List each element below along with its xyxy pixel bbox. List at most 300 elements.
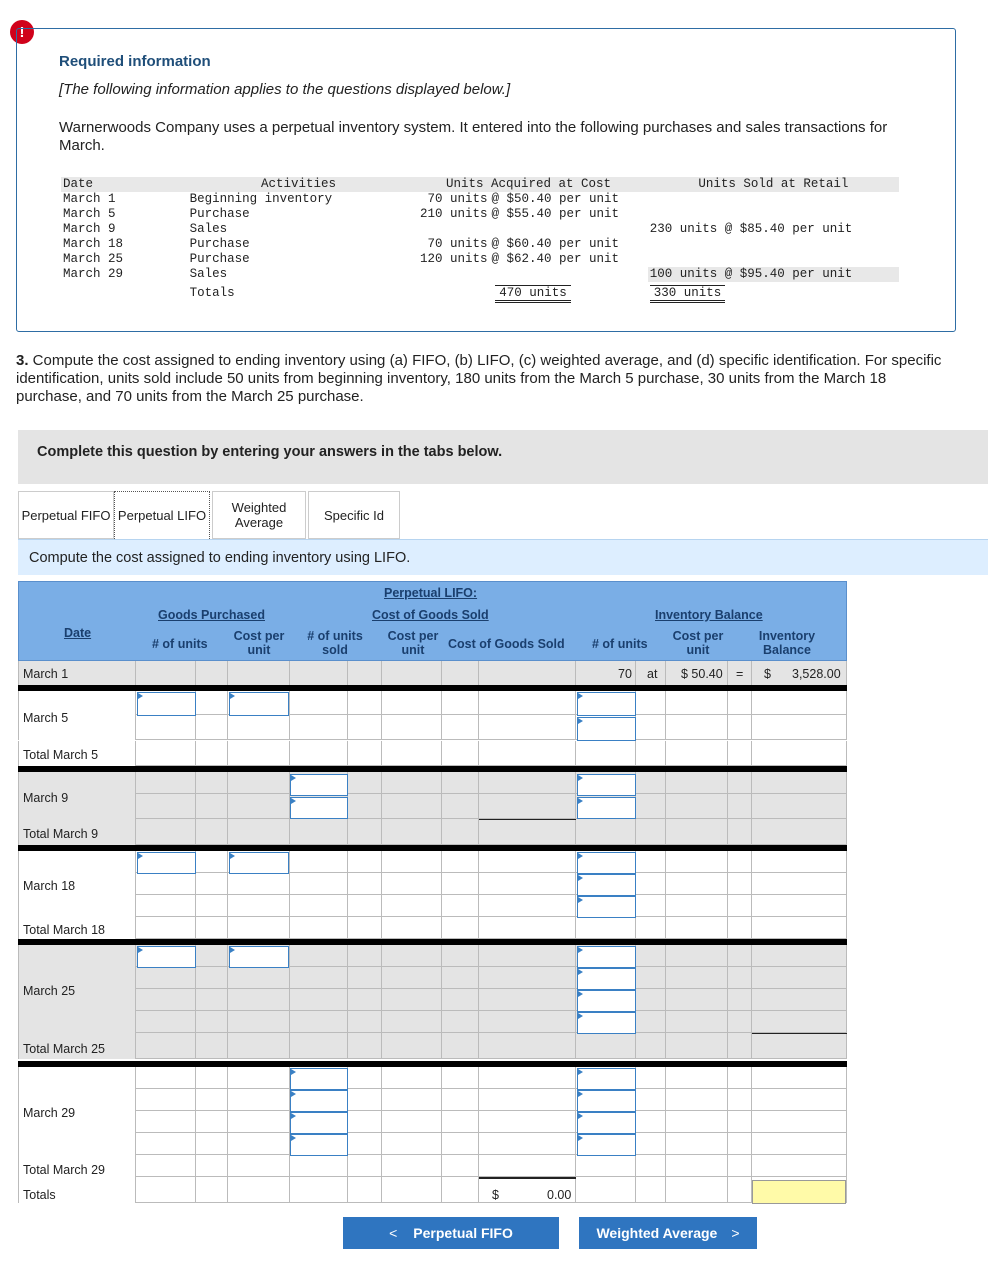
tx-row: March 1 Beginning inventory 70 units @ $50.40 per unit (63, 192, 619, 206)
row-separator (18, 1061, 847, 1067)
prev-tab-button[interactable]: < Perpetual FIFO (343, 1217, 559, 1249)
grid-cell (382, 945, 442, 967)
row-label-total29: Total March 29 (23, 1163, 105, 1177)
answer-input[interactable] (229, 852, 289, 874)
grid-cell (442, 1033, 479, 1059)
grid-cell (576, 819, 636, 845)
grid-cell (442, 873, 479, 895)
row-separator (18, 845, 847, 851)
march1-balance: 3,528.00 (792, 667, 841, 681)
grid-cell (728, 1033, 752, 1059)
grid-cell (479, 794, 576, 819)
march1-dollar: $ (764, 667, 771, 681)
grid-cell (728, 691, 752, 715)
answer-input[interactable] (577, 946, 636, 968)
ib-balance-header: Inventory Balance (758, 629, 816, 657)
answer-input[interactable] (577, 874, 636, 896)
required-subtitle: [The following information applies to the questions displayed below.] (59, 81, 511, 98)
grid-cell (348, 661, 382, 686)
grid-cell (752, 1111, 847, 1133)
grid-cell (666, 1011, 728, 1033)
answer-input[interactable] (577, 1090, 636, 1112)
grid-cell (290, 851, 348, 873)
grid-cell (636, 1111, 666, 1133)
grid-title: Perpetual LIFO: (384, 586, 478, 600)
answer-input[interactable] (577, 774, 636, 796)
grid-cell (228, 895, 290, 917)
grid-cell (136, 661, 196, 686)
grid-cell (196, 1033, 228, 1059)
grid-cell (382, 691, 442, 715)
grid-cell (442, 771, 479, 794)
tx-row: March 9 Sales 230 units @ $85.40 per unit (63, 222, 853, 236)
grid-cell (290, 715, 348, 740)
grid-cell (382, 819, 442, 845)
grid-cell (348, 715, 382, 740)
grid-cell (666, 945, 728, 967)
grid-cell (752, 794, 847, 819)
grid-cell (348, 851, 382, 873)
grid-cell (136, 741, 196, 766)
grid-cell (382, 794, 442, 819)
tx-header-activities: Activities (188, 177, 410, 192)
answer-tabs (18, 491, 400, 539)
grid-cell (382, 771, 442, 794)
answer-input[interactable] (290, 1068, 348, 1090)
tx-row: March 25 Purchase 120 units @ $62.40 per unit (63, 252, 619, 266)
grid-cell (666, 1111, 728, 1133)
grid-cell (728, 1011, 752, 1033)
grid-cell (728, 1177, 752, 1203)
row-label-march5: March 5 (23, 711, 69, 725)
grid-cell (136, 1155, 196, 1177)
grid-cell (666, 873, 728, 895)
grid-cell (290, 917, 348, 939)
grid-cell (752, 1033, 847, 1059)
grid-cell (442, 989, 479, 1011)
grid-cell (382, 1155, 442, 1177)
grid-cell (752, 819, 847, 845)
grid-cell (636, 691, 666, 715)
answer-input[interactable] (137, 852, 196, 874)
ending-inventory-total-input[interactable] (752, 1180, 846, 1204)
grid-cell (228, 967, 290, 989)
grid-cell (479, 661, 576, 686)
grid-cell (442, 851, 479, 873)
grid-cell (136, 1033, 196, 1059)
grid-cell (196, 715, 228, 740)
transactions-table (61, 177, 899, 304)
grid-cell (666, 771, 728, 794)
grid-cell (752, 691, 847, 715)
grid-cell (752, 1089, 847, 1111)
grid-cell (18, 1011, 136, 1033)
grid-cell (479, 715, 576, 740)
grid-cell (636, 1177, 666, 1203)
grid-cell (442, 1177, 479, 1203)
grid-cell (442, 819, 479, 845)
grid-cell (442, 741, 479, 766)
grid-cell (752, 873, 847, 895)
grid-cell (290, 895, 348, 917)
alert-icon: ! (10, 20, 34, 44)
grid-cell (18, 895, 136, 917)
grid-cell (728, 917, 752, 939)
row-label-march9: March 9 (23, 791, 69, 805)
grid-cell (196, 661, 228, 686)
grid-cell (728, 895, 752, 917)
grid-cell (479, 895, 576, 917)
grid-cell (136, 1133, 196, 1155)
grid-cell (136, 819, 196, 845)
answer-input[interactable] (577, 797, 636, 819)
grid-cell (479, 1133, 576, 1155)
grid-cell (348, 819, 382, 845)
cost-of-goods-sold-header: Cost of Goods Sold (372, 608, 489, 622)
grid-cell (728, 771, 752, 794)
grid-cell (228, 819, 290, 845)
grid-cell (196, 1089, 228, 1111)
ib-cost-header: Cost per unit (672, 629, 724, 657)
grid-cell (228, 989, 290, 1011)
answer-input[interactable] (137, 946, 196, 968)
cgs-total-header: Cost of Goods Sold (448, 637, 565, 651)
totals-dollar: $ (492, 1188, 499, 1202)
grid-cell (752, 917, 847, 939)
grid-cell (290, 1033, 348, 1059)
answer-input[interactable] (577, 990, 636, 1012)
row-label-totals: Totals (23, 1188, 56, 1202)
march1-units: 70 (618, 667, 632, 681)
grid-cell (348, 1177, 382, 1203)
tx-row: March 5 Purchase 210 units @ $55.40 per unit (63, 207, 619, 221)
grid-cell (348, 873, 382, 895)
grid-cell (479, 945, 576, 967)
grid-cell (228, 741, 290, 766)
grid-cell (348, 1089, 382, 1111)
grid-cell (196, 1111, 228, 1133)
date-header: Date (64, 626, 92, 640)
answer-input[interactable] (577, 1068, 636, 1090)
tab-specific-id[interactable]: Specific Id (308, 491, 400, 539)
grid-cell (442, 691, 479, 715)
required-text: Warnerwoods Company uses a perpetual inventory system. It entered into the following purchases and sales transactions for March. (59, 119, 888, 154)
answer-input[interactable] (577, 1112, 636, 1134)
grid-cell (348, 1111, 382, 1133)
grid-cell (290, 741, 348, 766)
grid-cell (666, 989, 728, 1011)
grid-cell (136, 1011, 196, 1033)
grid-cell (576, 1033, 636, 1059)
grid-cell (348, 989, 382, 1011)
grid-cell (18, 945, 136, 967)
grid-cell (666, 967, 728, 989)
grid-cell (228, 873, 290, 895)
grid-cell (728, 1067, 752, 1089)
grid-cell (636, 945, 666, 967)
grid-cell (136, 794, 196, 819)
total9-cgs-rule (479, 819, 576, 820)
grid-cell (228, 1011, 290, 1033)
next-tab-button[interactable]: Weighted Average > (579, 1217, 757, 1249)
grid-cell (636, 1133, 666, 1155)
grid-cell (228, 1089, 290, 1111)
grid-cell (136, 771, 196, 794)
grid-cell (666, 1089, 728, 1111)
lifo-grid (18, 581, 847, 1207)
answer-input[interactable] (290, 797, 348, 819)
grid-cell (196, 1155, 228, 1177)
grid-cell (666, 819, 728, 845)
grid-cell (666, 895, 728, 917)
grid-cell (196, 691, 228, 715)
grid-cell (576, 1155, 636, 1177)
grid-cell (752, 715, 847, 740)
grid-cell (636, 819, 666, 845)
answer-input[interactable] (229, 692, 289, 716)
grid-cell (442, 794, 479, 819)
inventory-balance-header: Inventory Balance (655, 608, 763, 622)
grid-cell (196, 1011, 228, 1033)
grid-cell (442, 945, 479, 967)
tx-header-date: Date (61, 177, 188, 192)
grid-cell (382, 1177, 442, 1203)
grid-cell (576, 741, 636, 766)
answer-input[interactable] (577, 717, 636, 741)
grid-cell (479, 741, 576, 766)
grid-cell (442, 715, 479, 740)
grid-cell (666, 691, 728, 715)
grid-cell (18, 1133, 136, 1155)
grid-cell (728, 1089, 752, 1111)
grid-cell (382, 1133, 442, 1155)
grid-cell (636, 794, 666, 819)
grid-cell (636, 873, 666, 895)
row-label-march18: March 18 (23, 879, 76, 893)
row-label-march29: March 29 (23, 1106, 76, 1120)
grid-cell (752, 851, 847, 873)
grid-cell (228, 1177, 290, 1203)
grid-cell (136, 1111, 196, 1133)
grid-cell (728, 794, 752, 819)
grid-cell (136, 873, 196, 895)
grid-cell (752, 895, 847, 917)
grid-cell (666, 851, 728, 873)
tab-perpetual-fifo[interactable]: Perpetual FIFO (18, 491, 114, 539)
grid-cell (196, 1067, 228, 1089)
grid-cell (228, 1111, 290, 1133)
grid-cell (636, 917, 666, 939)
grid-cell (666, 1067, 728, 1089)
grid-cell (442, 1067, 479, 1089)
answer-input[interactable] (290, 1112, 348, 1134)
grid-cell (382, 1011, 442, 1033)
grid-cell (382, 1089, 442, 1111)
grid-cell (348, 741, 382, 766)
grid-cell (666, 715, 728, 740)
grid-cell (382, 917, 442, 939)
question-text: 3. Compute the cost assigned to ending inventory using (a) FIFO, (b) LIFO, (c) weighted average, and (d) specific identification. For specific identification, units sold include 50 units from beginning inventory, 180 units from the March 5 purchase, 30 units from the March 18 purchase, and 70 units from the March 25 purchase. (16, 352, 942, 405)
grid-cell (666, 917, 728, 939)
answer-input[interactable] (577, 896, 636, 918)
complete-prompt: Complete this question by entering your answers in the tabs below. (37, 444, 503, 460)
grid-cell (196, 819, 228, 845)
answer-input[interactable] (577, 968, 636, 990)
grid-cell (382, 1033, 442, 1059)
grid-cell (728, 1133, 752, 1155)
grid-cell (752, 1133, 847, 1155)
grid-cell (442, 661, 479, 686)
grid-cell (752, 967, 847, 989)
goods-purchased-header: Goods Purchased (158, 608, 265, 622)
grid-cell (196, 989, 228, 1011)
grid-cell (136, 917, 196, 939)
answer-input[interactable] (229, 946, 289, 968)
grid-cell (196, 851, 228, 873)
grid-cell (290, 661, 348, 686)
grid-cell (442, 917, 479, 939)
grid-cell (290, 945, 348, 967)
grid-cell (728, 1155, 752, 1177)
grid-cell (196, 945, 228, 967)
row-separator (18, 685, 847, 691)
grid-cell (382, 661, 442, 686)
grid-cell (479, 917, 576, 939)
grid-cell (728, 1111, 752, 1133)
answer-input[interactable] (577, 692, 636, 716)
row-label-total25: Total March 25 (23, 1042, 105, 1056)
answer-input[interactable] (290, 1090, 348, 1112)
grid-cell (290, 1155, 348, 1177)
grid-cell (479, 819, 576, 845)
grid-cell (348, 691, 382, 715)
grid-cell (636, 1011, 666, 1033)
grid-cell (666, 794, 728, 819)
grid-cell (228, 715, 290, 740)
grid-cell (752, 945, 847, 967)
grid-cell (636, 715, 666, 740)
grid-cell (348, 917, 382, 939)
march1-cost: $ 50.40 (681, 667, 723, 681)
grid-cell (196, 794, 228, 819)
grid-cell (196, 771, 228, 794)
grid-cell (479, 1155, 576, 1177)
grid-cell (636, 1033, 666, 1059)
grid-cell (636, 989, 666, 1011)
march1-at: at (647, 667, 658, 681)
grid-cell (728, 873, 752, 895)
grid-cell (348, 1011, 382, 1033)
grid-cell (228, 917, 290, 939)
grid-cell (228, 794, 290, 819)
grid-cell (442, 1111, 479, 1133)
grid-cell (636, 1067, 666, 1089)
grid-cell (382, 989, 442, 1011)
grid-cell (136, 989, 196, 1011)
grid-cell (348, 794, 382, 819)
grid-cell (136, 1067, 196, 1089)
grid-cell (290, 1177, 348, 1203)
grid-cell (136, 895, 196, 917)
grid-cell (728, 989, 752, 1011)
grid-cell (228, 1033, 290, 1059)
tab-weighted-average[interactable]: Weighted Average (212, 491, 306, 539)
answer-input[interactable] (577, 852, 636, 874)
grid-cell (290, 967, 348, 989)
tab-perpetual-lifo[interactable]: Perpetual LIFO (114, 491, 210, 539)
answer-input[interactable] (137, 692, 196, 716)
row-label-march1: March 1 (23, 667, 69, 681)
grid-cell (728, 967, 752, 989)
grid-cell (18, 1067, 136, 1089)
grid-cell (382, 741, 442, 766)
row-label-total5: Total March 5 (23, 748, 99, 762)
grid-cell (382, 715, 442, 740)
grid-cell (348, 1067, 382, 1089)
grid-cell (228, 1067, 290, 1089)
grid-cell (196, 895, 228, 917)
grid-cell (636, 1155, 666, 1177)
grid-cell (196, 917, 228, 939)
grid-cell (382, 895, 442, 917)
grid-cell (196, 741, 228, 766)
grid-cell (136, 1089, 196, 1111)
grid-cell (18, 851, 136, 873)
tx-totals-row: Totals 470 units 330 units (61, 282, 899, 304)
grid-cell (228, 1155, 290, 1177)
row-label-total9: Total March 9 (23, 827, 99, 841)
answer-input[interactable] (577, 1012, 636, 1034)
grid-cell (752, 1155, 847, 1177)
grid-cell (666, 1133, 728, 1155)
cgs-units-header: # of units sold (307, 629, 363, 657)
grid-cell (136, 967, 196, 989)
grid-cell (382, 1067, 442, 1089)
grid-cell (382, 967, 442, 989)
grid-cell (752, 989, 847, 1011)
answer-input[interactable] (290, 774, 348, 796)
grid-cell (348, 1155, 382, 1177)
answer-input[interactable] (577, 1134, 636, 1156)
required-title: Required information (59, 53, 211, 70)
row-label-total18: Total March 18 (23, 923, 105, 937)
answer-input[interactable] (290, 1134, 348, 1156)
tx-row: March 18 Purchase 70 units @ $60.40 per unit (63, 237, 619, 251)
grid-cell (666, 741, 728, 766)
grid-cell (290, 691, 348, 715)
grid-cell (228, 661, 290, 686)
grid-cell (479, 851, 576, 873)
grid-cell (442, 1011, 479, 1033)
grid-cell (728, 715, 752, 740)
grid-cell (666, 1033, 728, 1059)
grid-cell (442, 967, 479, 989)
grid-cell (636, 1089, 666, 1111)
grid-cell (752, 1067, 847, 1089)
row-separator (18, 766, 847, 772)
grid-cell (728, 945, 752, 967)
grid-cell (290, 873, 348, 895)
grid-cell (382, 1111, 442, 1133)
grid-cell (479, 1011, 576, 1033)
grid-cell (666, 1155, 728, 1177)
grid-cell (442, 895, 479, 917)
grid-cell (479, 1033, 576, 1059)
grid-cell (479, 873, 576, 895)
grid-cell (196, 873, 228, 895)
grid-cell (228, 1133, 290, 1155)
grid-cell (636, 967, 666, 989)
